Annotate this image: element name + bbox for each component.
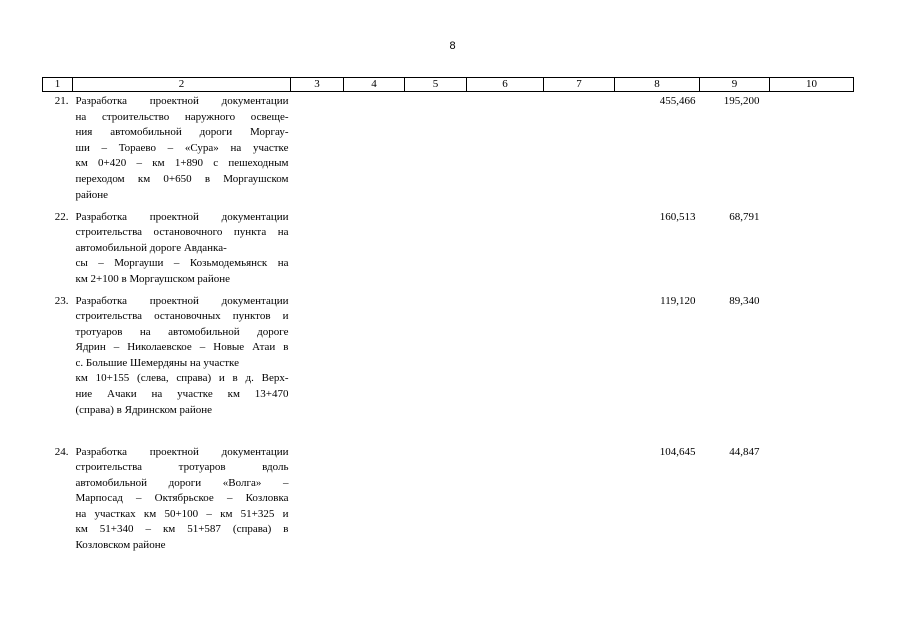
cell-3 <box>291 92 344 210</box>
cell-7 <box>544 294 615 445</box>
description-line: ние Ачаки на участке км 13+470 <box>75 388 289 401</box>
description-line: строительства тротуаров вдоль <box>75 461 289 474</box>
column-header-10: 10 <box>770 78 854 92</box>
cell-8-value: 119,120 <box>660 294 696 307</box>
description-line: ши – Тораево – «Сура» на участке <box>75 141 289 154</box>
description-line: Разработка проектной документации <box>75 95 289 107</box>
page-number: 8 <box>449 40 456 52</box>
row-description <box>73 445 291 560</box>
cell-3 <box>291 445 344 560</box>
table-row <box>43 294 854 445</box>
description-line: строительства остановочного пункта на <box>75 226 289 239</box>
cell-9-value: 44,847 <box>729 445 760 458</box>
description-line: Марпосад – Октябрьское – Козловка <box>75 492 289 505</box>
column-header-4: 4 <box>344 78 405 92</box>
description-line: сы – Моргауши – Козьмодемьянск на <box>75 257 289 270</box>
row-number: 23. <box>54 294 69 307</box>
description-line: автомобильной дороги «Волга» – <box>75 476 289 489</box>
cell-7 <box>544 445 615 560</box>
table-row <box>43 92 854 210</box>
cell-8-value: 160,513 <box>659 210 696 223</box>
description-line: км 2+100 в Моргаушском районе <box>75 272 230 285</box>
cell-8-value: 104,645 <box>659 445 696 458</box>
table-row <box>43 445 854 560</box>
cell-3 <box>291 294 344 445</box>
cell-6 <box>467 445 544 560</box>
description-line: Разработка проектной документации <box>75 210 289 223</box>
column-header-7: 7 <box>544 78 615 92</box>
cell-6 <box>467 92 544 210</box>
description-line: на строительство наружного освеще- <box>75 110 289 123</box>
column-header-6: 6 <box>467 78 544 92</box>
description-line: км 10+155 (слева, справа) и в д. Верх- <box>75 372 289 385</box>
description-line: Козловском районе <box>75 539 166 552</box>
row-number: 21. <box>54 95 69 107</box>
cell-9-value: 68,791 <box>729 210 760 223</box>
row-description <box>73 210 291 294</box>
cell-4 <box>344 92 405 210</box>
header-row <box>43 78 854 92</box>
table-body <box>43 92 854 560</box>
cell-7 <box>544 210 615 294</box>
cell-10 <box>770 92 854 210</box>
description-line: районе <box>75 188 109 201</box>
description-line: ния автомобильной дороги Моргау- <box>75 126 289 139</box>
data-table <box>42 77 854 560</box>
column-header-3: 3 <box>291 78 344 92</box>
cell-6 <box>467 210 544 294</box>
row-number: 22. <box>54 210 69 223</box>
description-line: с. Большие Шемердяны на участке <box>75 356 239 369</box>
row-description <box>73 92 291 210</box>
cell-9-value: 89,340 <box>729 294 760 307</box>
cell-3 <box>291 210 344 294</box>
cell-8-value: 455,466 <box>659 95 696 107</box>
description-line: тротуаров на автомобильной дороге <box>75 325 289 338</box>
cell-4 <box>344 294 405 445</box>
column-header-5: 5 <box>405 78 467 92</box>
column-header-2: 2 <box>73 78 291 92</box>
cell-4 <box>344 445 405 560</box>
description-line: Разработка проектной документации <box>75 294 289 307</box>
cell-5 <box>405 92 467 210</box>
description-line: км 51+340 – км 51+587 (справа) в <box>75 523 289 536</box>
cell-10 <box>770 294 854 445</box>
cell-4 <box>344 210 405 294</box>
cell-5 <box>405 294 467 445</box>
cell-9-value: 195,200 <box>723 95 760 107</box>
row-number: 24. <box>54 445 69 458</box>
cell-5 <box>405 445 467 560</box>
column-header-1: 1 <box>43 78 73 92</box>
cell-7 <box>544 92 615 210</box>
description-line: Ядрин – Николаевское – Новые Атаи в <box>75 341 289 354</box>
description-line: км 0+420 – км 1+890 с пешеходным <box>75 157 289 170</box>
description-line: строительства остановочных пунктов и <box>75 310 289 323</box>
cell-6 <box>467 294 544 445</box>
description-line: Разработка проектной документации <box>75 445 289 458</box>
column-header-8: 8 <box>615 78 700 92</box>
description-line: (справа) в Ядринском районе <box>75 403 213 416</box>
cell-10 <box>770 210 854 294</box>
cell-5 <box>405 210 467 294</box>
table-row <box>43 210 854 294</box>
cell-10 <box>770 445 854 560</box>
description-line: на участках км 50+100 – км 51+325 и <box>75 507 289 520</box>
description-line: автомобильной дороге Авданка- <box>75 241 227 254</box>
column-header-9: 9 <box>700 78 770 92</box>
description-line: переходом км 0+650 в Моргаушском <box>75 172 289 185</box>
row-description <box>73 294 291 445</box>
